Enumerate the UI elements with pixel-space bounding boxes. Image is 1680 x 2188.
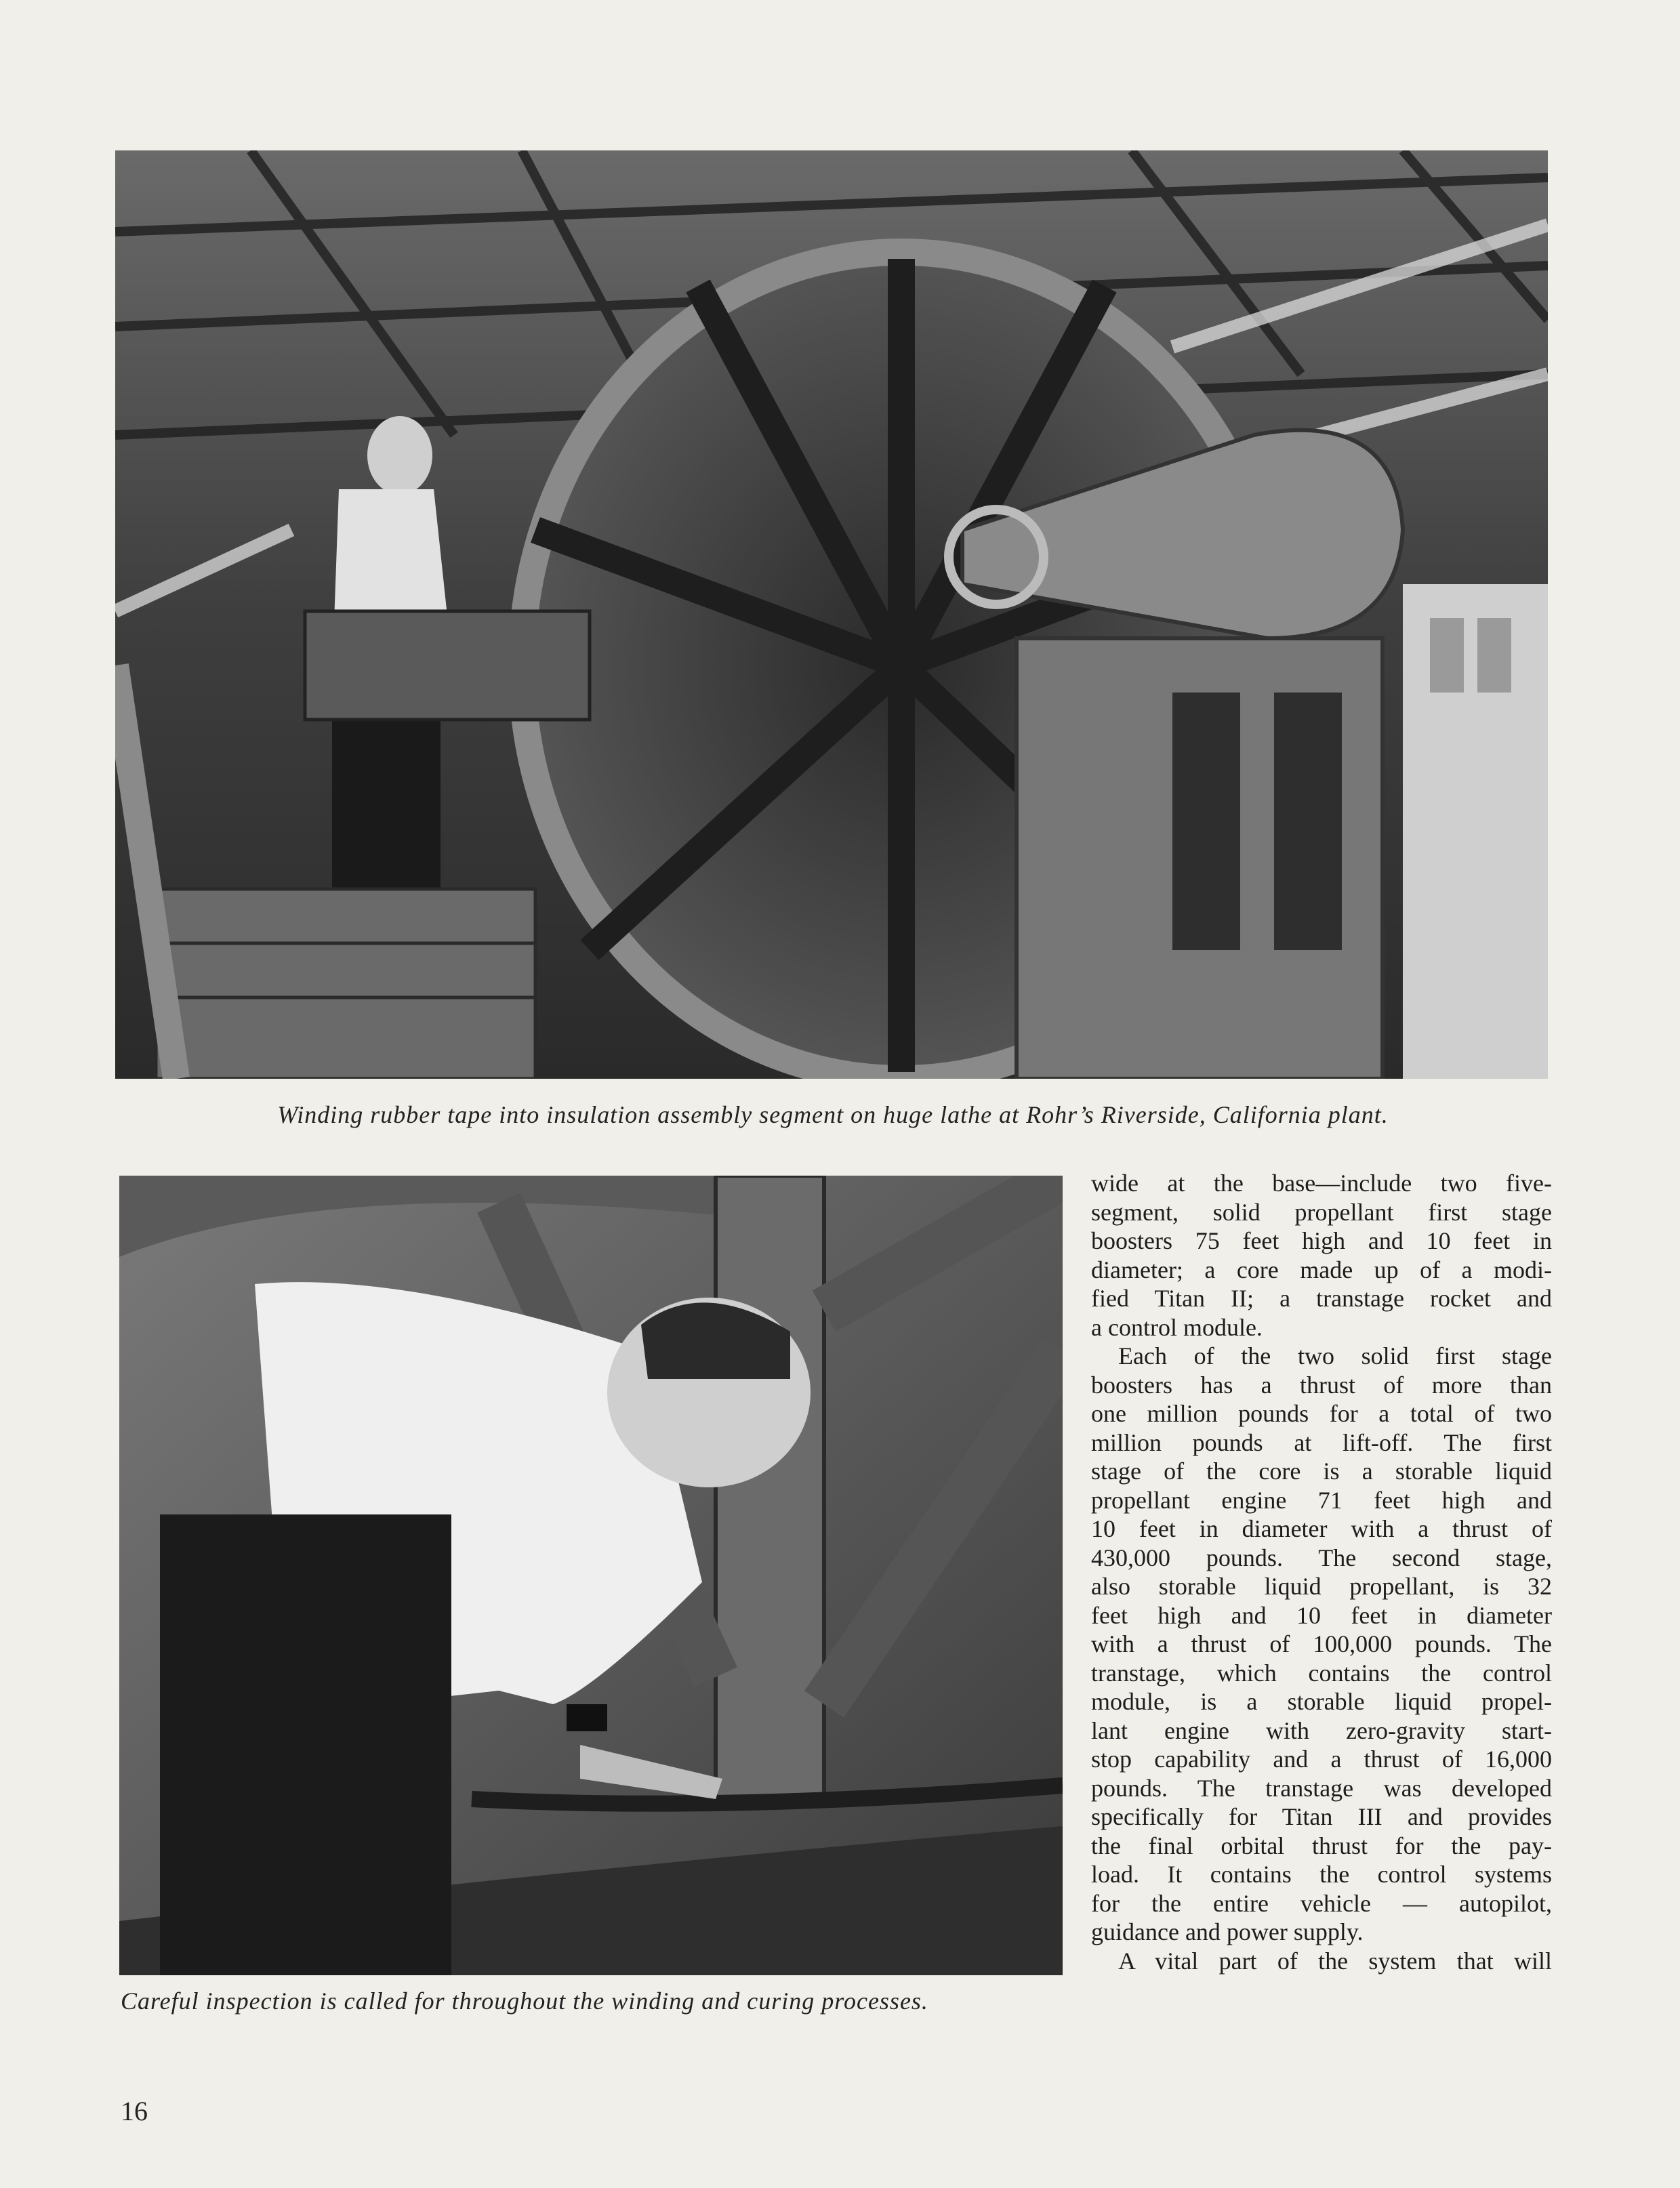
text-line: lant engine with zero-gravity start- xyxy=(1091,1716,1552,1744)
photo-caption-bottom: Careful inspection is called for throughout the winding and curing processes. xyxy=(121,1987,928,2015)
text-line: also storable liquid propellant, is 32 xyxy=(1091,1573,1552,1600)
text-line: guidance and power supply. xyxy=(1091,1918,1364,1945)
text-line: wide at the base—include two five- xyxy=(1091,1170,1552,1197)
text-line: 10 feet in diameter with a thrust of xyxy=(1091,1515,1552,1542)
paragraph-3 xyxy=(1091,1947,1552,1976)
photo-caption-top: Winding rubber tape into insulation assembly segment on huge lathe at Rohr’s Riverside, California plant. xyxy=(277,1101,1389,1128)
photo-lathe-winding xyxy=(115,150,1548,1079)
photo-lathe-winding-image xyxy=(115,150,1548,1079)
text-line: A vital part of the system that will xyxy=(1118,1947,1552,1975)
text-line: stage of the core is a storable liquid xyxy=(1091,1458,1552,1485)
text-line: one million pounds for a total of two xyxy=(1091,1400,1552,1427)
text-line: Each of the two solid first stage xyxy=(1118,1342,1552,1369)
paragraph-2 xyxy=(1091,1342,1552,1947)
text-line: for the entire vehicle — autopilot, xyxy=(1091,1889,1552,1917)
text-line: transtage, which contains the control xyxy=(1091,1659,1552,1687)
photo-inspection-image xyxy=(119,1176,1063,1975)
text-line: module, is a storable liquid propel- xyxy=(1091,1688,1552,1715)
paragraph-1 xyxy=(1091,1169,1552,1342)
text-line: million pounds at lift-off. The first xyxy=(1091,1428,1552,1456)
text-line: segment, solid propellant first stage xyxy=(1091,1198,1552,1226)
text-line: load. It contains the control systems xyxy=(1091,1861,1552,1888)
text-line: boosters 75 feet high and 10 feet in xyxy=(1091,1227,1552,1254)
text-line: pounds. The transtage was developed xyxy=(1091,1774,1552,1802)
text-line: boosters has a thrust of more than xyxy=(1091,1371,1552,1399)
text-line: with a thrust of 100,000 pounds. The xyxy=(1091,1630,1552,1657)
text-line: 430,000 pounds. The second stage, xyxy=(1091,1544,1552,1571)
article-text-column xyxy=(1091,1169,1552,1975)
text-line: the final orbital thrust for the pay- xyxy=(1091,1832,1552,1859)
text-line: fied Titan II; a transtage rocket and xyxy=(1091,1285,1552,1312)
page-number: 16 xyxy=(121,2096,148,2126)
text-line: specifically for Titan III and provides xyxy=(1091,1803,1552,1830)
photo-inspection xyxy=(119,1176,1063,1975)
text-line: a control module. xyxy=(1091,1313,1263,1341)
text-line: feet high and 10 feet in diameter xyxy=(1091,1601,1552,1629)
text-line: propellant engine 71 feet high and xyxy=(1091,1486,1552,1514)
text-line: diameter; a core made up of a modi- xyxy=(1091,1256,1552,1283)
text-line: stop capability and a thrust of 16,000 xyxy=(1091,1746,1552,1773)
